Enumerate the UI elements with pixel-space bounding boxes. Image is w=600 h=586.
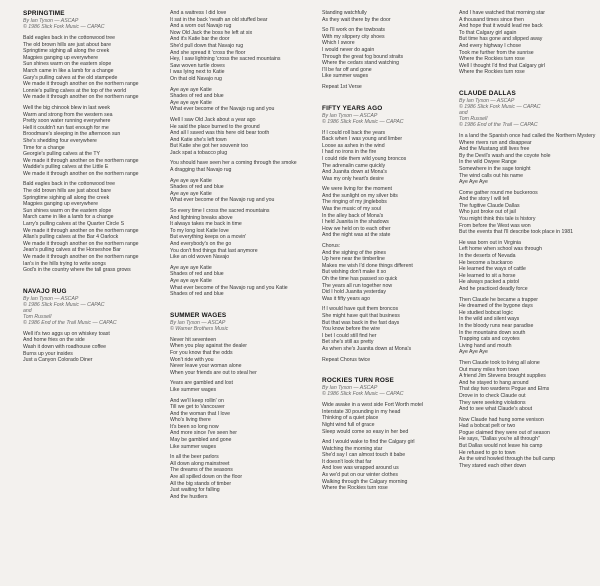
song-title: SPRINGTIME [23,10,65,17]
lyric-line: Larry's pulling calves at the Quarter Circle S [23,221,125,228]
lyric-line: But Katie she got her souvenir too [170,143,249,150]
lyric-line: Just waiting for falling [170,487,220,494]
lyric-line: And Katie she's left town [170,136,227,143]
lyric-line: Oh the time has passed so quick [322,276,398,282]
lyric-line: You know before the wire [322,326,381,333]
lyric-line: And more since I've seen her [170,430,238,437]
verse [170,398,282,451]
credit-line: Tom Russell [459,115,488,122]
lyric-line: It's been so long now [170,423,219,430]
lyric-line: You might think this tale is history [459,216,536,223]
lyric-line: And to see what Claude's about [459,406,533,413]
lyric-line: To my long lost Katie love [170,227,229,234]
verse [322,306,434,352]
verse [170,117,282,157]
lyric-line: Hell it couldn't run fast enough for me [23,124,109,131]
lyric-line: Sun shines warm on the eastern slope [23,207,112,214]
lyric-line: Had a bobcat pelt or two [459,423,516,430]
lyric-line: Aye aye aye Katie [170,99,212,106]
verse [322,243,434,302]
lyric-line: To that Calgary girl again [459,29,517,36]
lyric-line: Was it fifty years ago [322,295,370,302]
lyric-line: Never hit seventeen [170,336,217,343]
lyric-line: Loose as ashes in the wind [322,142,385,149]
lyric-line: Watching the morning star [322,445,383,452]
lyric-line: Pretty soon water running everywhere [23,118,111,125]
lyric-line: Now Claude had hung some venison [459,416,544,423]
lyric-line: Lonnie's pulling calves at the top of the world [23,87,127,94]
lyric-line: The old brown hills are just about bare [23,188,111,195]
lyric-line: Years are gambled and lost [170,380,233,387]
lyric-line: The adrenalin came quickly [322,162,386,169]
verse [459,360,571,413]
lyric-line: I'll be far off and gone [322,66,372,73]
lyric-line: It always takes me back in time [170,221,242,228]
lyric-line: Time for a change [23,144,65,151]
lyric-line: That day two wardens Pogue and Elms [459,386,550,393]
lyric-line: Sleep would come so easy in her bed [322,428,409,435]
song-title: SUMMER WAGES [170,311,227,319]
lyric-line: By the Devil's wash and the coyote hole [459,152,551,159]
lyric-line: But Dallas would not leave his camp [459,443,543,450]
song-title: ROCKIES TURN ROSE [322,377,394,385]
lyric-line: Which I swore [322,40,355,47]
lyric-line: What ever become of the Navajo rug and you [170,197,275,204]
lyric-line: Aye Aye Aye [459,349,488,356]
lyric-line: All the big stands of timber [170,480,232,487]
lyric-line: Back when I was young and limber [322,136,403,143]
lyric-line: She'd pull down that Navajo rug [170,42,244,49]
lyric-line: But that was back in the fast days [322,319,400,326]
song-credits [322,113,434,125]
verse [23,104,139,178]
lyric-line: Chorus: [322,243,341,250]
song-title: CLAUDE DALLAS [459,89,516,97]
lyric-line: Gary's pulling calves at the old stampede [23,74,118,81]
lyric-line: The old brown hills are just about bare [23,41,111,48]
lyric-line: Like summer wages [322,73,369,80]
lyric-line: He learned to sit a horse [459,272,516,279]
lyric-line: And he stayed to hang around [459,379,529,386]
lyric-line: And lightning breaks above [170,214,233,221]
lyric-line: You don't find things that last anymore [170,247,258,254]
credit-line: © 1986 Slick Fork Music — CAPAC [23,301,105,308]
lyric-line: Aye aye aye Katie [170,190,212,197]
lyric-line: Saw woven turtle doves [170,62,225,69]
lyric-line: Sun shines warm on the eastern slope [23,61,112,68]
lyric-line: Was my only heart's desire [322,175,384,182]
lyric-line: Aye aye aye Katie [170,86,212,93]
verse [170,454,282,500]
lyric-line: In the wild Owyee Range [459,159,517,166]
lyric-line: Drove in to check Claude out [459,392,526,399]
verse [322,130,434,183]
lyric-line: And he practiced deadly force [459,286,528,292]
lyric-line: Out many miles from town [459,366,520,373]
lyric-line: Who's living there [170,417,211,424]
lyric-line: Pogue claimed they were out of season [459,429,550,436]
lyric-line: He dreamed of the bygone days [459,303,533,310]
verse [459,132,596,186]
lyric-line: March came in like a lamb for a change [23,214,114,221]
lyric-line: Like an old woven Navajo [170,254,230,261]
credit-line: and [459,109,468,116]
credit-line: Tom Russell [23,313,52,320]
lyric-line: Then Claude he became a trapper [459,296,539,303]
verse [459,10,571,76]
lyric-line: I would never do again [322,46,375,53]
lyric-line: Trapping cats and coyotes [459,336,520,343]
lyric-line: Burns up your insides [23,350,73,357]
lyric-line: Repeat Chorus twice [322,356,371,363]
lyric-line: Who just broke out of jail [459,209,516,216]
verse [23,181,139,274]
lyric-line: Well I thought I'd find that Calgary girl [459,62,545,69]
lyric-line: He always packed a pistol [459,279,519,286]
lyric-line: She'd say I can almost touch it babe [322,452,406,459]
lyric-line: We made it through another on the northern range [23,254,139,260]
lyric-line: He studied bobcat logic [459,309,513,316]
verse [322,186,434,239]
lyric-line: Well I saw Old Jack about a year ago [170,116,256,123]
lyric-line: What ever become of the Navajo rug and you [170,106,275,113]
lyric-line: And I would wake to find the Calgary girl [322,439,415,446]
verse [170,208,282,261]
lyric-line: I bet I could still find her [322,332,377,339]
lyric-line: And hope that it would lead me back [459,23,543,30]
lyric-line: When you play against the dealer [170,343,247,350]
lyric-line: Where the Rockies turn rose [459,69,525,76]
lyric-line: So I'll work on the towboats [322,27,385,34]
credit-line: © Warner Brothers Music [170,325,229,332]
lyric-line: Shades of red and blue [170,291,224,298]
lyric-line: For you know that the odds [170,349,233,356]
song-block [170,10,297,298]
lyric-line: Shades of red and blue [170,184,224,191]
lyric-line: And the sunlight on my silver bits [322,192,398,199]
lyric-line: Aye aye aye Katie [170,177,212,184]
lyric-line: It sat in the back 'neath an old stuffed bear [170,16,268,23]
lyric-line: Living hand and mouth [459,342,512,349]
song-title: FIFTY YEARS AGO [322,104,383,112]
lyric-line: The ringing of my jinglebobs [322,199,387,206]
lyric-line: As they wait there by the door [322,16,391,23]
lyric-line: As the wind howled through the bull camp [459,456,556,463]
lyric-line: Did I hold Juanita yesterday [322,289,387,296]
lyric-line: Bet she's still as pretty [322,339,374,346]
lyric-line: Broodmare's sleeping in the afternoon sun [23,131,121,138]
verse [322,402,434,435]
lyric-line: Waddie's pulling calves at the Little E [23,164,109,171]
lyric-line: Well it's two aggs up on whiskey toast [23,330,110,337]
lyric-line: Shades of red and blue [170,271,224,278]
verse [459,297,571,356]
lyric-line: They stared each other down [459,462,527,469]
song-block [23,288,135,364]
lyric-line: In the bloody runs near paradise [459,322,534,329]
song-block [459,10,571,76]
song-credits [170,320,282,332]
lyric-line: In the deserts of Nevada [459,253,516,260]
lyric-line: But the events that I'll describe took place in 1981 [459,229,574,236]
lyric-line: Bald eagles back in the cottonwood tree [23,181,115,188]
lyrics-column-1 [23,10,139,368]
lyric-line: And I have watched that morning star [459,10,545,16]
lyric-line: Was the music of my soul [322,206,381,213]
lyric-line: But time has gone and slipped away [459,36,543,43]
verse [170,160,297,174]
song-block [170,312,282,501]
lyric-line: Took me further from the sunrise [459,49,534,56]
lyric-line: Standing watchfully [322,10,367,16]
lyric-line: How we held on to each other [322,225,391,232]
lyric-line: And the story I will tell [459,196,510,203]
lyric-line: Thinking of a quiet place [322,415,379,422]
lyric-line: And everybody's on the go [170,241,232,247]
lyric-line: Well the big chinook blew in last week [23,104,110,111]
lyric-line: Are all spilled down on the floor [170,474,243,481]
song-block [322,105,434,364]
verse [322,84,434,91]
lyric-line: Hey, I saw lightning 'cross the sacred mountains [170,56,281,63]
lyric-line: He was born out in Virginia [459,239,521,246]
song-credits [23,18,135,30]
lyric-line: In the wild and silent ways [459,316,520,323]
lyrics-column-2 [170,10,297,504]
verse [170,178,282,204]
lyric-line: March came in like a lamb for a change [23,67,114,74]
verse [459,240,571,293]
lyric-line: We made it through another on the northern range [23,157,139,164]
lyric-line: And it's Katie bar the door [170,36,230,43]
lyric-line: We made it through another on the northern range [23,227,139,234]
lyric-line: Won't ride with you [170,356,214,363]
credit-line: © 1986 End of the Trail — CAPAC [459,121,538,128]
lyric-line: As we'd put on our winter clothes [322,472,398,479]
lyric-line: With my slippery city shoes [322,33,385,40]
lyric-line: Magpies ganging up everywhere [23,54,98,61]
verse [170,380,282,393]
lyrics-column-4 [459,10,596,473]
lyric-line: But wishing don't make it so [322,269,387,276]
lyric-line: Warm and strong from the western sea [23,111,113,118]
lyric-line: Now Old Jack the boss he left at six [170,29,253,36]
lyric-line: We made it through another on the northern range [23,170,139,177]
verse [23,35,139,101]
lyric-line: The wind calls out his name [459,172,524,179]
song-title: NAVAJO RUG [23,287,67,295]
verse [170,10,282,83]
lyric-line: But everything keeps on a movin' [170,234,247,241]
credit-line: © 1986 Slick Fork Music — CAPAC [322,118,404,125]
lyric-line: Like summer wages [170,386,217,393]
lyric-line: And every highway I chose [459,42,521,49]
lyric-line: All down along mainstreet [170,460,230,467]
lyric-line: When your friends are out to steal her [170,369,257,376]
lyric-line: Interstate 30 pounding in my head [322,408,401,415]
lyric-line: Georgie's pulling calves at the TY [23,151,101,158]
lyric-line: Then Claude took to living all alone [459,359,540,366]
lyric-line: Up here near the timberline [322,256,385,263]
lyric-line: Springtime sighing all along the creek [23,48,110,55]
lyric-line: And the night was at the state [322,232,391,239]
lyric-line: He said the place burned to the ground [170,123,260,130]
lyric-line: I had no irons in the fire [322,149,377,156]
lyric-line: Walking through the Calgary morning [322,478,408,485]
lyric-line: Till we get to Vancouver [170,404,225,411]
credit-line: By Ian Tyson — ASCAP [322,385,378,392]
credit-line: © 1986 Slick Fork Music — CAPAC [459,103,541,110]
lyric-line: In a land the Spanish once had called the Northern Mystery [459,132,596,139]
verse [322,357,434,364]
credit-line: By Ian Tyson — ASCAP [459,97,515,104]
verse [322,27,434,80]
verse [459,417,571,470]
lyric-line: We were living for the moment [322,186,392,193]
lyric-line: God's in the country where the tall grass grows [23,267,131,274]
lyric-line: The fugitive Claude Dallas [459,202,520,209]
lyric-line: If I would have quit them broncos [322,306,399,313]
credit-line: By Ian Tyson — ASCAP [23,18,79,24]
lyric-line: If I could roll back the years [322,129,386,136]
lyric-line: As when she's Juanita down at Mona's [322,345,412,352]
lyric-line: Ian's in the hills trying to write songs [23,260,106,267]
song-block [23,10,139,274]
song-block [322,377,434,492]
lyric-line: We made it through another on the northern range [23,81,139,88]
lyric-line: He become a buckaroo [459,259,513,266]
lyric-line: Jack spat a tobacco plug [170,149,228,156]
lyric-line: And love was wrapped around us [322,465,399,472]
lyric-line: And she spread it 'cross the floor [170,49,246,56]
lyric-line: Where the cedars stand watching [322,60,399,67]
lyric-line: He learned the ways of cattle [459,266,526,273]
lyric-line: What ever become of the Navajo rug and you Katie [170,284,288,291]
lyric-line: Repeat 1st Verse [322,83,362,90]
verse [23,331,135,364]
lyric-line: They were seeking violations [459,399,526,406]
lyric-line: You should have seen her a coming through the smoke [170,160,297,167]
lyric-line: Magpies ganging up everywhere [23,201,98,208]
lyric-line: Night wind full of grace [322,421,375,428]
lyric-line: Never leave your woman alone [170,363,242,370]
song-credits [322,385,434,397]
lyric-line: In all the beer parlors [170,454,219,461]
lyric-line: And all I saved was this here old bear tooth [170,130,270,137]
lyric-line: And a worn out Navajo rug [170,23,232,30]
verse [170,264,288,298]
lyric-line: Where the Rockies turn rose [322,485,388,492]
lyric-line: I was lying next to Katie [170,69,225,76]
lyric-line: A dragging that Navajo rug [170,167,232,174]
song-block [459,89,596,470]
lyric-line: Jean's pulling calves at the Horseshoe Bar [23,247,121,254]
lyric-line: Allan's pulling calves at the Bar 4 Oarlock [23,234,119,241]
lyric-line: Where rivers run and disappear [459,139,532,146]
lyric-line: And home fries on the side [23,337,85,344]
credit-line: By Ian Tyson — ASCAP [170,319,226,326]
verse [322,10,434,23]
lyric-line: And the hustlers [170,493,208,500]
credit-line: © 1986 End of the Trail Music — CAPAC [23,319,117,326]
lyric-line: I held Juanita in the shadows [322,219,389,226]
lyric-line: The dreams of the seasons [170,467,233,474]
lyric-line: And Juanita down at Mona's [322,169,388,176]
lyric-line: And a waitress I did love [170,10,227,16]
lyric-line: From before the West was won [459,222,531,229]
lyrics-column-3 [322,10,434,496]
song-credits [459,98,571,128]
lyric-line: And we'll keep rollin' on [170,397,224,404]
lyric-line: And the sighing of the pines [322,249,387,256]
lyric-line: Somewhere in the sage tonight [459,165,531,172]
verse [170,337,282,377]
lyric-line: It doesn't look that far [322,458,372,465]
lyric-line: The years all run together now [322,282,393,289]
verse [322,439,434,492]
credit-line: By Ian Tyson — ASCAP [23,295,79,302]
lyric-line: Aye aye aye Katie [170,264,212,271]
lyric-line: A thousand times since then [459,16,524,23]
lyric-line: Wash it down with roadhouse coffee [23,343,107,350]
song-credits [23,296,135,326]
lyric-line: A friend Jim Stevens brought supplies [459,373,546,380]
lyric-line: Springtime sighing all along the creek [23,194,110,201]
lyric-line: Left home when school was through [459,246,543,253]
verse [170,87,282,113]
credit-line: and [23,307,32,314]
lyric-line: Where the Rockies turn rose [459,56,525,63]
lyric-line: And the Mustang still lives free [459,146,530,153]
lyric-line: Aye aye aye Katie [170,277,212,284]
lyric-line: And the woman that I love [170,410,230,417]
lyric-line: So every time I cross the sacred mountains [170,208,270,215]
lyric-line: He says, "Dallas you're all through" [459,436,540,443]
lyric-line: Through the great fog bound straits [322,53,404,60]
lyric-line: Come gather round me buckeroos [459,189,538,196]
lyric-line: Just a Canyon Colorado Diner [23,357,93,364]
credit-line: By Ian Tyson — ASCAP [322,112,378,119]
lyric-line: Wide awake in a west side Fort Worth motel [322,402,424,409]
song-block [322,10,434,91]
credit-line: © 1986 Slick Fork Music — CAPAC [23,24,105,30]
lyric-line: Shades of red and blue [170,93,224,100]
lyric-line: Aye Aye Aye [459,179,488,186]
lyric-line: She might have quit that business [322,312,400,319]
lyric-line: In the alley back of Mona's [322,212,384,219]
credit-line: © 1986 Slick Fork Music — CAPAC [322,391,404,398]
lyric-line: May be gambled and gone [170,437,232,444]
lyric-line: In the mountains down south [459,329,526,336]
lyric-line: We made it through another on the northern range [23,240,139,247]
lyric-line: We made it through another on the northern range [23,94,139,101]
lyric-line: Makes me wish I'd done things different [322,262,413,269]
lyric-line: She's shedding four everywhere [23,137,97,144]
lyric-line: On that old Navajo rug [170,75,222,82]
lyric-line: Bald eagles back in the cottonwood tree [23,35,115,41]
lyric-line: He refused to go to town [459,449,516,456]
lyric-line: I could ride them wild young broncos [322,155,407,162]
verse [459,189,574,236]
lyric-line: Like summer wages [170,443,217,450]
